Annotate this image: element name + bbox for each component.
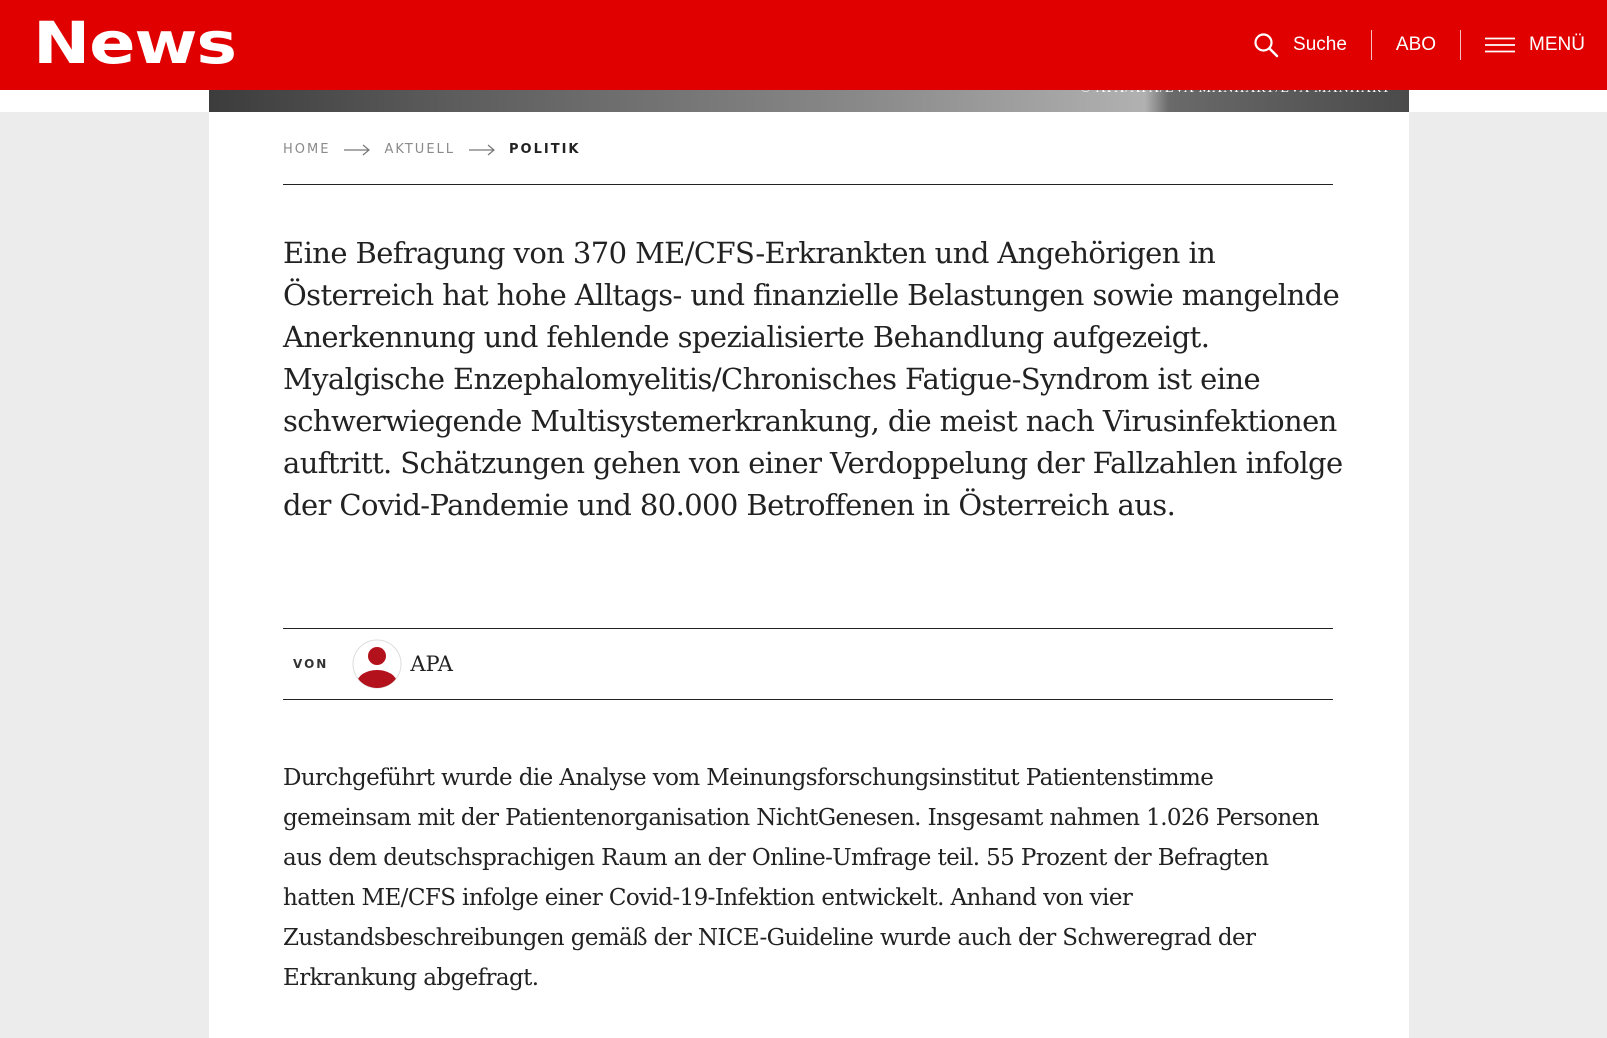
header-nav	[1253, 0, 1585, 90]
search-icon	[1253, 32, 1279, 58]
menu-button[interactable]	[1485, 34, 1585, 56]
user-avatar-icon[interactable]	[352, 639, 402, 689]
breadcrumb-aktuell[interactable]: AKTUELL	[384, 142, 456, 157]
arrow-right-icon	[469, 144, 495, 156]
article-lead: Eine Befragung von 370 ME/CFS-Erkrankten und Angehörigen in Österreich hat hohe Alltags- und finanzielle Belastungen sowie mangelnde Anerkennung und fehlende spezialisierte Behandlung aufgezeigt. Myalgische Enzephalomyelitis/Chronisches Fatigue-Syndrom ist eine schwerwiegende Multisystemerkrankung, die meist nach Virusinfektionen auftritt. Schätzungen gehen von einer Verdoppelung der Fallzahlen infolge der Covid-Pandemie und 80.000 Betroffenen in Österreich aus.	[283, 236, 1343, 522]
site-header	[0, 0, 1607, 90]
search-button[interactable]	[1253, 32, 1347, 58]
hamburger-menu-icon	[1485, 37, 1515, 53]
breadcrumb-home[interactable]: HOME	[283, 142, 331, 157]
nav-divider	[1371, 30, 1372, 60]
abo-label: ABO	[1395, 34, 1437, 55]
article	[209, 112, 1409, 1038]
arrow-right-icon	[344, 144, 370, 156]
author-name[interactable]: APA	[410, 652, 453, 676]
hero-image	[209, 90, 1409, 112]
search-label: Suche	[1293, 34, 1347, 55]
abo-button[interactable]	[1396, 34, 1436, 56]
byline	[283, 628, 1333, 700]
nav-divider	[1460, 30, 1461, 60]
breadcrumb-politik[interactable]: POLITIK	[509, 142, 581, 157]
byline-prefix: VON	[293, 657, 329, 671]
breadcrumb	[283, 140, 1333, 185]
menu-label: MENÜ	[1529, 34, 1585, 55]
article-body-paragraph: Durchgeführt wurde die Analyse vom Meinungsforschungsinstitut Patientenstimme gemeinsam mit der Patientenorganisation NichtGenesen. Insgesamt nahmen 1.026 Personen aus dem deutschsprachigen Raum an der Online-Umfrage teil. 55 Prozent der Befragten hatten ME/CFS infolge einer Covid-19-Infektion entwickelt. Anhand von vier Zustandsbeschreibungen gemäß der NICE-Guideline wurde auch der Schweregrad der Erkrankung abgefragt.	[283, 765, 1319, 991]
news-logo[interactable]: News	[33, 9, 236, 77]
